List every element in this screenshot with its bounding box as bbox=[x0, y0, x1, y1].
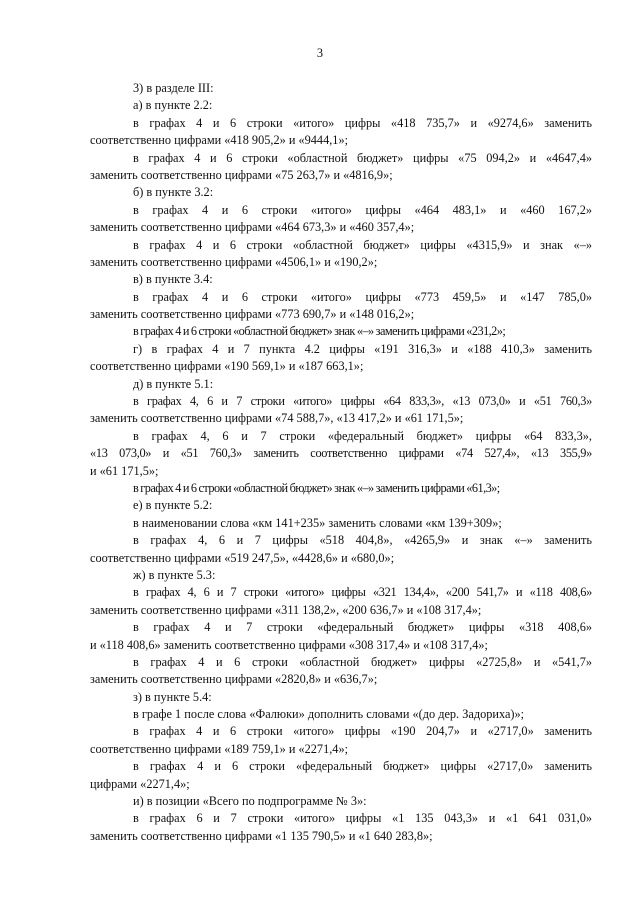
paragraph-line: в графах 4 и 6 строки «областной бюджет» цифры «4315,9» и знак «–» bbox=[133, 237, 592, 252]
paragraph-line: в графах 4, 6 и 7 строки «федеральный бюджет» цифры «64 833,3», bbox=[133, 428, 592, 443]
paragraph-line: в наименовании слова «км 141+235» заменить словами «км 139+309»; bbox=[133, 515, 502, 530]
paragraph-line: в графе 1 после слова «Фалюки» дополнить словами «(до дер. Задориха)»; bbox=[133, 707, 525, 722]
paragraph-line: «13 073,0» и «51 760,3» заменить соответственно цифрами «74 527,4», «13 355,9» bbox=[90, 446, 592, 461]
paragraph-line: в графах 4 и 6 строки «областной бюджет» цифры «2725,8» и «541,7» bbox=[133, 654, 592, 669]
paragraph-line: заменить соответственно цифрами «74 588,7», «13 417,2» и «61 171,5»; bbox=[90, 411, 464, 426]
paragraph-line: соответственно цифрами «418 905,2» и «9444,1»; bbox=[90, 133, 349, 148]
paragraph-line: в графах 4 и 6 строки «федеральный бюджет» цифры «2717,0» заменить bbox=[133, 759, 592, 774]
paragraph-line: в графах 4 и 6 строки «областной бюджет» знак «–» заменить цифрами «231,2»; bbox=[133, 324, 506, 339]
paragraph-line: цифрами «2271,4»; bbox=[90, 776, 190, 791]
subitem-heading: а) в пункте 2.2: bbox=[133, 98, 213, 113]
paragraph-line: заменить соответственно цифрами «75 263,7» и «4816,9»; bbox=[90, 167, 393, 182]
paragraph-line: в графах 4, 6 и 7 цифры «518 404,8», «4265,9» и знак «–» заменить bbox=[133, 533, 592, 548]
paragraph-line: в графах 4, 6 и 7 строки «итого» цифры «64 833,3», «13 073,0» и «51 760,3» bbox=[133, 394, 592, 409]
paragraph-line: соответственно цифрами «190 569,1» и «187 663,1»; bbox=[90, 359, 364, 374]
paragraph-line: соответственно цифрами «189 759,1» и «2271,4»; bbox=[90, 741, 349, 756]
paragraph-line: заменить соответственно цифрами «464 673,3» и «460 357,4»; bbox=[90, 220, 415, 235]
subitem-heading: е) в пункте 5.2: bbox=[133, 498, 213, 513]
document-body bbox=[90, 80, 592, 845]
subitem-heading: з) в пункте 5.4: bbox=[133, 689, 212, 704]
subitem-heading: и) в позиции «Всего по подпрограмме № 3»: bbox=[133, 794, 367, 809]
subitem-heading: в) в пункте 3.4: bbox=[133, 272, 213, 287]
subitem-heading: д) в пункте 5.1: bbox=[133, 376, 214, 391]
paragraph-line: в графах 6 и 7 строки «итого» цифры «1 135 043,3» и «1 641 031,0» bbox=[133, 811, 592, 826]
paragraph-line: заменить соответственно цифрами «311 138,2», «200 636,7» и «108 317,4»; bbox=[90, 602, 482, 617]
subitem-heading: ж) в пункте 5.3: bbox=[133, 567, 216, 582]
paragraph-line: заменить соответственно цифрами «773 690,7» и «148 016,2»; bbox=[90, 307, 415, 322]
page-number: 3 bbox=[316, 46, 324, 60]
paragraph-line: заменить соответственно цифрами «4506,1» и «190,2»; bbox=[90, 254, 378, 269]
paragraph-line: в графах 4 и 6 строки «итого» цифры «418 735,7» и «9274,6» заменить bbox=[133, 115, 592, 130]
subitem-heading: б) в пункте 3.2: bbox=[133, 185, 214, 200]
paragraph-line: в графах 4 и 6 строки «итого» цифры «773 459,5» и «147 785,0» bbox=[133, 289, 592, 304]
paragraph-line: заменить соответственно цифрами «1 135 790,5» и «1 640 283,8»; bbox=[90, 828, 433, 843]
paragraph-line: в графах 4, 6 и 7 строки «итого» цифры «321 134,4», «200 541,7» и «118 408,6» bbox=[133, 585, 592, 600]
paragraph-line: в графах 4 и 6 строки «областной бюджет» цифры «75 094,2» и «4647,4» bbox=[133, 150, 592, 165]
subitem-heading: г) в графах 4 и 7 пункта 4.2 цифры «191 316,3» и «188 410,3» заменить bbox=[133, 341, 592, 356]
paragraph-line: в графах 4 и 6 строки «областной бюджет» знак «–» заменить цифрами «61,3»; bbox=[133, 480, 500, 495]
paragraph-line: и «61 171,5»; bbox=[90, 463, 159, 478]
paragraph-line: и «118 408,6» заменить соответственно цифрами «308 317,4» и «108 317,4»; bbox=[90, 637, 488, 652]
paragraph-line: в графах 4 и 6 строки «итого» цифры «464 483,1» и «460 167,2» bbox=[133, 202, 592, 217]
paragraph-line: заменить соответственно цифрами «2820,8» и «636,7»; bbox=[90, 672, 378, 687]
paragraph-line: соответственно цифрами «519 247,5», «4428,6» и «680,0»; bbox=[90, 550, 395, 565]
section-heading: 3) в разделе III: bbox=[133, 81, 214, 95]
paragraph-line: в графах 4 и 7 строки «федеральный бюджет» цифры «318 408,6» bbox=[133, 620, 592, 635]
paragraph-line: в графах 4 и 6 строки «итого» цифры «190 204,7» и «2717,0» заменить bbox=[133, 724, 592, 739]
